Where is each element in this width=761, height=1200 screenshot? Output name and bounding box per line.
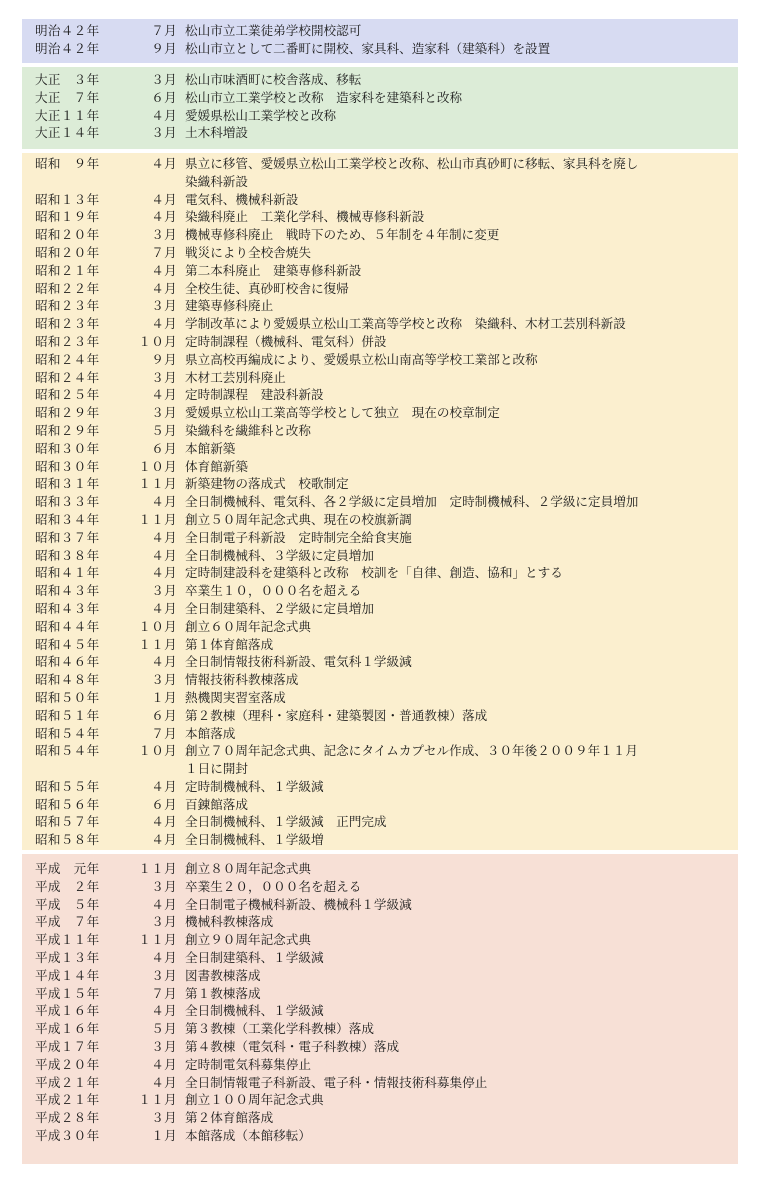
event-month: ５月 (151, 422, 177, 438)
timeline-row (35, 333, 738, 351)
event-month: ６月 (151, 796, 177, 812)
event-year: 昭和２２年 (35, 280, 100, 296)
event-year: 昭和１３年 (35, 191, 100, 207)
event-description: 全日制電子科新設 定時制完全給食実施 (185, 529, 412, 545)
event-year: 昭和４５年 (35, 636, 100, 652)
event-description: 染織科を繊維科と改称 (185, 422, 311, 438)
event-month: １１月 (138, 476, 177, 492)
timeline-row (35, 913, 738, 931)
event-month: ３月 (151, 1110, 177, 1126)
event-description: 本館新築 (185, 440, 236, 456)
event-year: 昭和２０年 (35, 227, 100, 243)
event-year: 平成 元年 (35, 861, 100, 876)
event-year: 平成 ７年 (35, 914, 100, 930)
event-description: 第二本科廃止 建築専修科新設 (185, 262, 362, 278)
event-month: ４月 (151, 1056, 177, 1072)
timeline-row (35, 618, 738, 636)
event-year: 昭和２１年 (35, 262, 100, 278)
event-description: 全日制機械科、１学級減 正門完成 (185, 814, 387, 830)
timeline-row (35, 1109, 738, 1127)
event-description: 定時制電気科募集停止 (185, 1056, 311, 1072)
event-description: 第１体育館落成 (185, 636, 274, 652)
event-year: 平成１６年 (35, 1003, 100, 1019)
event-year: 昭和２９年 (35, 405, 100, 421)
event-description: 愛媛県松山工業学校と改称 (185, 107, 337, 123)
event-month: １０月 (138, 743, 177, 759)
event-year: 明治４２年 (35, 40, 100, 56)
event-description: 創立９０周年記念式典 (185, 932, 311, 948)
timeline-row (35, 351, 738, 369)
timeline-row (35, 1074, 738, 1092)
event-description: 電気科、機械科新設 (185, 191, 299, 207)
event-year: 明治４２年 (35, 23, 100, 38)
event-description: 第３教棟（工業化学科教棟）落成 (185, 1021, 374, 1037)
timeline-row (35, 896, 738, 914)
timeline-row (35, 458, 738, 476)
event-description: 全日制機械科、１学級減 (185, 1003, 324, 1019)
event-description: 愛媛県立松山工業高等学校として独立 現在の校章制定 (185, 405, 500, 421)
event-description: 第２体育館落成 (185, 1110, 274, 1126)
timeline-row (35, 742, 738, 778)
event-year: 昭和５６年 (35, 796, 100, 812)
event-description: 学制改革により愛媛県立松山工業高等学校と改称 染織科、木材工芸別科新設 (185, 316, 626, 332)
event-month: ９月 (151, 40, 177, 56)
event-year: 大正 ３年 (35, 72, 100, 87)
event-month: ４月 (151, 280, 177, 296)
event-year: 大正 ７年 (35, 89, 100, 105)
event-month: ４月 (151, 949, 177, 965)
event-description: 情報技術科教棟落成 (185, 672, 299, 688)
event-description: 土木科増設 (185, 125, 248, 141)
event-year: 昭和３０年 (35, 440, 100, 456)
event-description: 体育館新築 (185, 458, 248, 474)
event-description: 機械専修科廃止 戦時下のため、５年制を４年制に変更 (185, 227, 500, 243)
timeline-row (35, 40, 738, 58)
timeline-row (35, 244, 738, 262)
event-description: 創立８０周年記念式典 (185, 861, 311, 876)
event-month: １１月 (138, 861, 177, 876)
event-month: ４月 (151, 565, 177, 581)
timeline-row (35, 1127, 738, 1145)
event-month: ６月 (151, 707, 177, 723)
event-description: 卒業生１０，０００名を超える (185, 583, 362, 599)
event-description: 全日制機械科、３学級に定員増加 (185, 547, 374, 563)
event-year: 昭和４６年 (35, 654, 100, 670)
event-month: ４月 (151, 600, 177, 616)
timeline-row (35, 1091, 738, 1109)
event-month: ４月 (151, 191, 177, 207)
timeline-row (35, 511, 738, 529)
event-year: 昭和２４年 (35, 351, 100, 367)
event-description: 創立６０周年記念式典 (185, 618, 311, 634)
timeline-row (35, 831, 738, 849)
event-description: 卒業生２０，０００名を超える (185, 878, 362, 894)
event-year: 平成２１年 (35, 1092, 100, 1108)
event-year: 昭和２３年 (35, 333, 100, 349)
era-section-meiji (22, 19, 738, 63)
event-month: １１月 (138, 932, 177, 948)
event-description: 松山市立として二番町に開校、家具科、造家科（建築科）を設置 (185, 40, 551, 56)
event-year: 平成１４年 (35, 967, 100, 983)
event-month: ４月 (151, 896, 177, 912)
school-history-timeline (22, 19, 738, 1164)
event-year: 昭和５８年 (35, 832, 100, 848)
event-year: 平成 ５年 (35, 896, 100, 912)
timeline-row (35, 1020, 738, 1038)
event-month: ４月 (151, 1074, 177, 1090)
timeline-row (35, 547, 738, 565)
event-month: ３月 (151, 967, 177, 983)
event-description: 松山市立工業学校と改称 造家科を建築科と改称 (185, 89, 463, 105)
timeline-row (35, 440, 738, 458)
timeline-row (35, 89, 738, 107)
event-month: １０月 (138, 618, 177, 634)
event-month: ４月 (151, 547, 177, 563)
event-year: 平成２０年 (35, 1056, 100, 1072)
event-description: 定時制課程 建設科新設 (185, 387, 324, 403)
event-month: ３月 (151, 369, 177, 385)
event-description: 創立１００周年記念式典 (185, 1092, 324, 1108)
event-year: 昭和４３年 (35, 583, 100, 599)
timeline-row (35, 1002, 738, 1020)
event-month: ４月 (151, 778, 177, 794)
event-year: 昭和３０年 (35, 458, 100, 474)
event-month: ６月 (151, 89, 177, 105)
event-month: ３月 (151, 583, 177, 599)
timeline-row (35, 71, 738, 89)
timeline-row (35, 967, 738, 985)
event-year: 昭和 ９年 (35, 156, 100, 171)
event-description: 定時制建設科を建築科と改称 校訓を「自律、創造、協和」とする (185, 565, 563, 581)
event-month: ４月 (151, 316, 177, 332)
event-description: 全日制電子機械科新設、機械科１学級減 (185, 896, 412, 912)
event-month: ３月 (151, 672, 177, 688)
event-year: 昭和５１年 (35, 707, 100, 723)
timeline-row (35, 949, 738, 967)
event-month: ３月 (151, 878, 177, 894)
timeline-row (35, 107, 738, 125)
event-month: １１月 (138, 511, 177, 527)
era-section-showa (22, 153, 738, 850)
event-year: 昭和５０年 (35, 689, 100, 705)
timeline-row (35, 297, 738, 315)
timeline-row (35, 985, 738, 1003)
event-month: ３月 (151, 125, 177, 141)
event-description: 百錬館落成 (185, 796, 248, 812)
event-description: 熱機関実習室落成 (185, 689, 286, 705)
era-section-heisei (22, 854, 738, 1164)
event-description: 全日制建築科、２学級に定員増加 (185, 600, 374, 616)
event-month: １０月 (138, 333, 177, 349)
event-description: 全日制情報技術科新設、電気科１学級減 (185, 654, 412, 670)
timeline-row (35, 707, 738, 725)
event-month: ７月 (151, 244, 177, 260)
event-year: 昭和４１年 (35, 565, 100, 581)
event-year: 昭和３７年 (35, 529, 100, 545)
timeline-row (35, 22, 738, 40)
event-month: ６月 (151, 440, 177, 456)
event-description: 定時制機械科、１学級減 (185, 778, 324, 794)
event-month: ４月 (151, 529, 177, 545)
event-description: 全校生徒、真砂町校舎に復帰 (185, 280, 349, 296)
timeline-row (35, 226, 738, 244)
timeline-row (35, 725, 738, 743)
timeline-row (35, 386, 738, 404)
event-description: 松山市味酒町に校舎落成、移転 (185, 72, 362, 87)
event-month: ３月 (151, 405, 177, 421)
event-year: 昭和２９年 (35, 422, 100, 438)
event-year: 昭和１９年 (35, 209, 100, 225)
event-description: 第２教棟（理科・家庭科・建築製図・普通教棟）落成 (185, 707, 488, 723)
event-description: 新築建物の落成式 校歌制定 (185, 476, 349, 492)
timeline-row (35, 1038, 738, 1056)
event-year: 昭和２０年 (35, 244, 100, 260)
event-year: 平成３０年 (35, 1127, 100, 1143)
event-month: ７月 (151, 23, 177, 38)
event-year: 昭和４３年 (35, 600, 100, 616)
timeline-row (35, 796, 738, 814)
event-description: 戦災により全校舎焼失 (185, 244, 311, 260)
event-description: 全日制情報電子科新設、電子科・情報技術科募集停止 (185, 1074, 488, 1090)
timeline-row (35, 155, 738, 191)
event-month: ４月 (151, 262, 177, 278)
event-description: 第１教棟落成 (185, 985, 261, 1001)
event-year: 平成 ２年 (35, 878, 100, 894)
event-description: 本館落成 (185, 725, 236, 741)
event-description: 機械科教棟落成 (185, 914, 274, 930)
event-month: ３月 (151, 1038, 177, 1054)
event-month: １１月 (138, 636, 177, 652)
event-year: 昭和２５年 (35, 387, 100, 403)
timeline-row (35, 1056, 738, 1074)
event-year: 昭和４４年 (35, 618, 100, 634)
timeline-row (35, 653, 738, 671)
timeline-row (35, 878, 738, 896)
timeline-row (35, 404, 738, 422)
event-month: ４月 (151, 1003, 177, 1019)
event-month: ３月 (151, 298, 177, 314)
event-year: 昭和３４年 (35, 511, 100, 527)
timeline-row (35, 493, 738, 511)
event-year: 昭和３８年 (35, 547, 100, 563)
event-month: １月 (151, 1127, 177, 1143)
timeline-row (35, 860, 738, 878)
event-month: １１月 (138, 1092, 177, 1108)
event-description: 創立５０周年記念式典、現在の校旗新調 (185, 511, 412, 527)
timeline-row (35, 124, 738, 142)
event-month: ４月 (151, 654, 177, 670)
event-description: 図書教棟落成 (185, 967, 261, 983)
timeline-row (35, 600, 738, 618)
timeline-row (35, 262, 738, 280)
event-year: 昭和２３年 (35, 316, 100, 332)
event-year: 昭和３３年 (35, 494, 100, 510)
timeline-row (35, 369, 738, 387)
event-year: 昭和４８年 (35, 672, 100, 688)
timeline-row (35, 671, 738, 689)
event-year: 昭和５５年 (35, 778, 100, 794)
event-month: ４月 (151, 209, 177, 225)
timeline-row (35, 208, 738, 226)
timeline-row (35, 529, 738, 547)
event-description: 県立高校再編成により、愛媛県立松山南高等学校工業部と改称 (185, 351, 538, 367)
event-month: ４月 (151, 156, 177, 171)
event-year: 平成１５年 (35, 985, 100, 1001)
event-month: ７月 (151, 725, 177, 741)
event-year: 大正１４年 (35, 125, 100, 141)
event-year: 平成２８年 (35, 1110, 100, 1126)
event-description: 松山市立工業徒弟学校開校認可 (185, 23, 362, 38)
event-year: 昭和２３年 (35, 298, 100, 314)
event-month: １０月 (138, 458, 177, 474)
event-description: 染織科廃止 工業化学科、機械専修科新設 (185, 209, 425, 225)
event-year: 昭和５７年 (35, 814, 100, 830)
event-month: ４月 (151, 832, 177, 848)
event-description: 全日制機械科、電気科、各２学級に定員増加 定時制機械科、２学級に定員増加 (185, 494, 639, 510)
timeline-row (35, 315, 738, 333)
event-year: 平成２１年 (35, 1074, 100, 1090)
event-description: 全日制建築科、１学級減 (185, 949, 324, 965)
event-year: 昭和２４年 (35, 369, 100, 385)
event-month: ４月 (151, 387, 177, 403)
timeline-row (35, 813, 738, 831)
event-year: 大正１１年 (35, 107, 100, 123)
event-year: 平成１３年 (35, 949, 100, 965)
timeline-row (35, 689, 738, 707)
event-description: 第４教棟（電気科・電子科教棟）落成 (185, 1038, 400, 1054)
event-year: 平成１１年 (35, 932, 100, 948)
event-month: ３月 (151, 72, 177, 87)
event-month: ４月 (151, 814, 177, 830)
timeline-row (35, 422, 738, 440)
event-month: ４月 (151, 107, 177, 123)
event-year: 平成１７年 (35, 1038, 100, 1054)
event-year: 平成１６年 (35, 1021, 100, 1037)
event-month: ３月 (151, 914, 177, 930)
timeline-row (35, 636, 738, 654)
event-year: 昭和５４年 (35, 725, 100, 741)
event-description: 県立に移管、愛媛県立松山工業学校と改称、松山市真砂町に移転、家具科を廃し 染織科新設 (185, 156, 639, 189)
event-month: ４月 (151, 494, 177, 510)
timeline-row (35, 931, 738, 949)
timeline-row (35, 280, 738, 298)
event-description: 建築専修科廃止 (185, 298, 274, 314)
event-month: ７月 (151, 985, 177, 1001)
event-month: １月 (151, 689, 177, 705)
timeline-row (35, 191, 738, 209)
event-description: 本館落成（本館移転） (185, 1127, 311, 1143)
event-year: 昭和５４年 (35, 743, 100, 759)
event-year: 昭和３１年 (35, 476, 100, 492)
event-description: 創立７０周年記念式典、記念にタイムカプセル作成、３０年後２００９年１１月 １日に開封 (185, 743, 638, 777)
timeline-row (35, 475, 738, 493)
event-description: 定時制課程（機械科、電気科）併設 (185, 333, 387, 349)
event-description: 全日制機械科、１学級増 (185, 832, 324, 848)
event-month: ５月 (151, 1021, 177, 1037)
event-month: ３月 (151, 227, 177, 243)
event-description: 木材工芸別科廃止 (185, 369, 286, 385)
era-section-taisho (22, 67, 738, 149)
timeline-row (35, 582, 738, 600)
event-month: ９月 (151, 351, 177, 367)
timeline-row (35, 564, 738, 582)
timeline-row (35, 778, 738, 796)
